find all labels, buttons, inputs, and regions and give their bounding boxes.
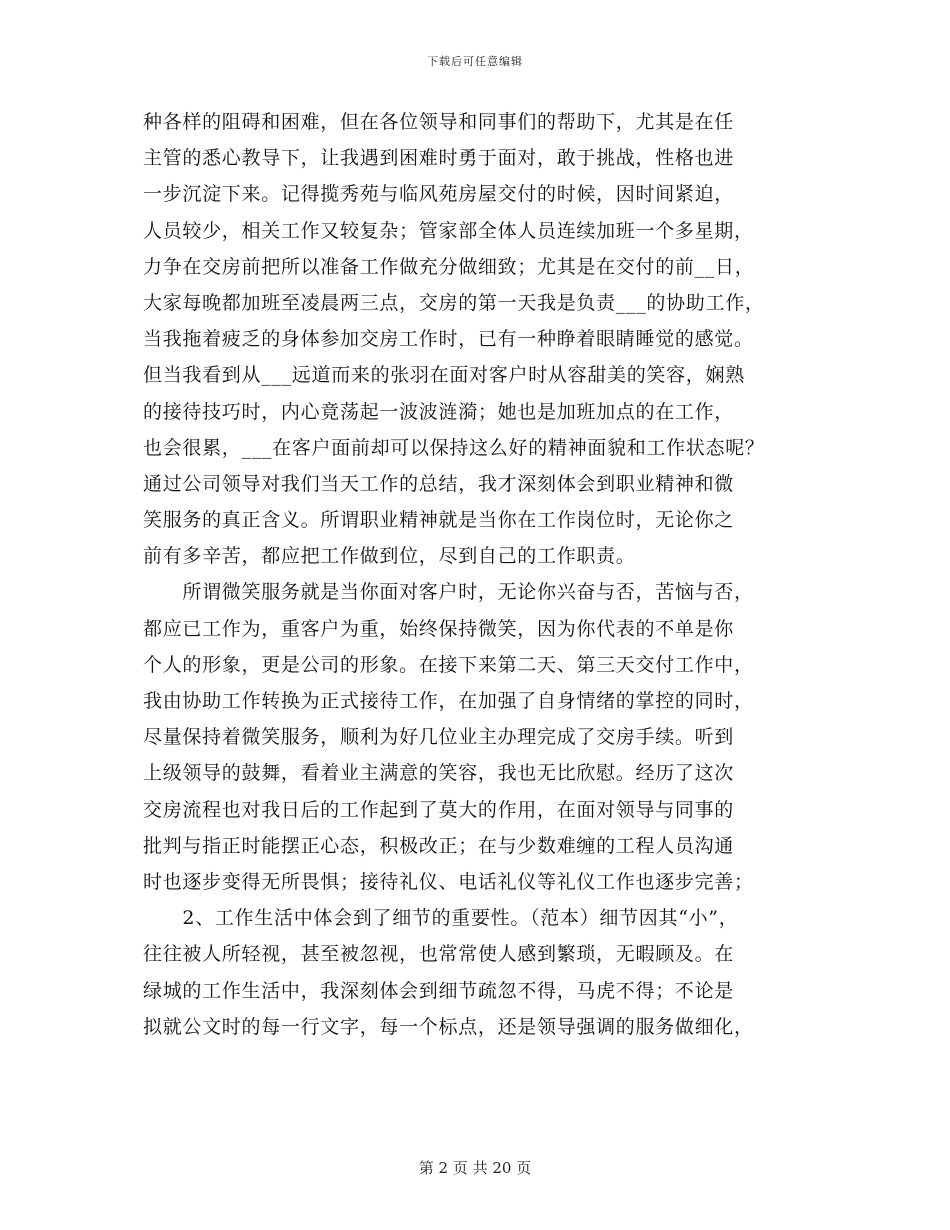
text-line-15: 都应已工作为，重客户为重，始终保持微笑，因为你代表的不单是你	[143, 617, 735, 640]
text-line-3: 一步沉淀下来。记得揽秀苑与临风苑房屋交付的时候，因时间紧迫，	[143, 183, 735, 206]
text-line-22: 时也逐步变得无所畏惧；接待礼仪、电话礼仪等礼仪工作也逐步完善；	[143, 870, 754, 893]
text-line-13: 前有多辛苦，都应把工作做到位，尽到自己的工作职责。	[143, 545, 636, 568]
text-line-7: 当我拖着疲乏的身体参加交房工作时，已有一种睁着眼睛睡觉的感觉。	[143, 328, 754, 351]
text-line-12: 笑服务的真正含义。所谓职业精神就是当你在工作岗位时，无论你之	[143, 509, 735, 532]
text-line-9: 的接待技巧时，内心竟荡起一波波涟漪；她也是加班加点的在工作，	[143, 400, 735, 423]
text-line-1: 种各样的阻碍和困难，但在各位领导和同事们的帮助下，尤其是在任	[143, 111, 735, 133]
text-line-6: 大家每晚都加班至凌晨两三点，交房的第一天我是负责___的协助工作，	[143, 291, 765, 314]
page-header: 下载后可任意编辑	[427, 55, 523, 68]
text-line-8: 但当我看到从___远道而来的张羽在面对客户时从容甜美的笑容，娴熟	[143, 364, 745, 387]
text-line-18: 尽量保持着微笑服务，顺利为好几位业主办理完成了交房手续。听到	[143, 726, 735, 749]
page-footer: 第 2 页 共 20 页	[418, 1159, 532, 1177]
text-line-16: 个人的形象，更是公司的形象。在接下来第二天、第三天交付工作中，	[143, 653, 754, 676]
text-line-4: 人员较少，相关工作又较复杂；管家部全体人员连续加班一个多星期，	[143, 219, 754, 242]
text-line-20: 交房流程也对我日后的工作起到了莫大的作用，在面对领导与同事的	[143, 798, 735, 821]
text-line-11: 通过公司领导对我们当天工作的总结，我才深刻体会到职业精神和微	[143, 472, 735, 495]
text-line-2: 主管的悉心教导下，让我遇到困难时勇于面对，敢于挑战，性格也进	[143, 147, 735, 170]
text-line-5: 力争在交房前把所以准备工作做充分做细致；尤其是在交付的前__日，	[143, 255, 755, 278]
text-line-19: 上级领导的鼓舞，看着业主满意的笑容，我也无比欣慰。经历了这次	[143, 762, 735, 785]
text-line-17: 我由协助工作转换为正式接待工作，在加强了自身情绪的掌控的同时，	[143, 690, 754, 712]
text-line-10: 也会很累，___在客户面前却可以保持这么好的精神面貌和工作状态呢？	[143, 436, 765, 459]
text-line-23: 2、工作生活中体会到了细节的重要性。（范本）细节因其“小”，	[143, 907, 739, 930]
text-line-14: 所谓微笑服务就是当你面对客户时，无论你兴奋与否，苦恼与否，	[143, 581, 754, 604]
text-line-24: 往往被人所轻视，甚至被忽视，也常常使人感到繁琐，无暇顾及。在	[143, 943, 735, 966]
document-body	[143, 104, 823, 1045]
text-line-26: 拟就公文时的每一行文字，每一个标点，还是领导强调的服务做细化，	[143, 1015, 754, 1038]
text-line-25: 绿城的工作生活中，我深刻体会到细节疏忽不得，马虎不得；不论是	[143, 979, 735, 1002]
text-line-21: 批判与指正时能摆正心态，积极改正；在与少数难缠的工程人员沟通	[143, 834, 735, 857]
